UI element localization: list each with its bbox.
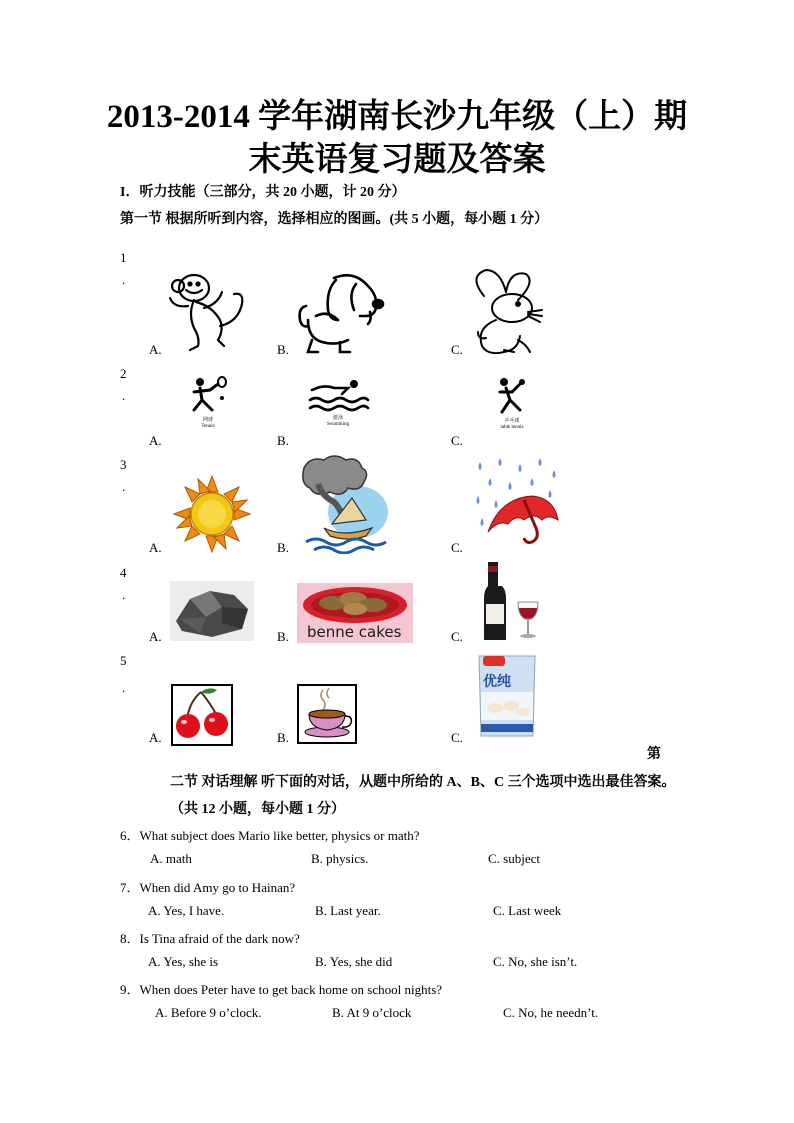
question-dot: .	[122, 587, 126, 602]
option-label: C.	[451, 540, 463, 555]
snack-bag-icon	[475, 652, 539, 740]
option-label: B.	[277, 433, 289, 448]
swimming-caption-cn: 游泳	[332, 416, 343, 421]
option-label: B.	[277, 730, 289, 745]
section2-di: 第	[647, 747, 661, 762]
monkey-icon	[164, 268, 260, 354]
question-number: 3	[120, 457, 127, 472]
table-tennis-caption-en: table tennis	[500, 425, 524, 430]
dog-icon	[296, 270, 392, 354]
section2-heading	[170, 771, 676, 791]
question-number: 8．	[120, 931, 140, 946]
section2-heading-suffix: 三个选项中选出最佳答案。	[504, 775, 676, 790]
option-label: C.	[451, 342, 463, 357]
question-text	[120, 877, 295, 896]
option-label: C.	[451, 433, 463, 448]
answer-option: A. math	[150, 851, 192, 866]
part-heading: I．听力技能（三部分，共 20 小题，计 20 分）	[120, 185, 406, 200]
question-dot: .	[122, 479, 126, 494]
table-tennis-caption-cn: 乒乓球	[504, 419, 520, 424]
swimming-caption-en: Swimming	[327, 422, 349, 427]
answer-option: A. Yes, I have.	[148, 903, 225, 918]
sun-icon	[170, 474, 254, 554]
table-tennis-icon	[492, 376, 528, 414]
answer-option: B. Last year.	[315, 903, 381, 918]
coal-icon	[170, 581, 254, 641]
option-label: A.	[149, 433, 162, 448]
option-label: A.	[149, 342, 162, 357]
answer-option: C. No, she isn’t.	[493, 954, 578, 969]
question-body: When does Peter have to get back home on school nights?	[139, 982, 443, 997]
teacup-icon	[297, 684, 357, 744]
rain-umbrella-icon	[470, 456, 562, 554]
answer-option: B. physics.	[311, 851, 369, 866]
option-label: A.	[149, 730, 162, 745]
cherry-icon	[171, 684, 233, 746]
question-dot: .	[122, 272, 126, 287]
question-text	[120, 825, 420, 844]
question-dot: .	[122, 680, 126, 695]
cakes-icon	[297, 583, 413, 643]
answer-option: B. Yes, she did	[315, 954, 393, 969]
section2-heading-letters: A、B、C	[446, 775, 505, 790]
answer-option: B. At 9 o’clock	[332, 1005, 412, 1020]
option-label: C.	[451, 629, 463, 644]
bag-brand-text: 优纯	[483, 674, 511, 690]
page-title-line1: 2013-2014 学年湖南长沙九年级（上）期	[106, 99, 688, 135]
section2-subheading: （共 12 小题，每小题 1 分）	[170, 802, 345, 817]
question-dot: .	[122, 388, 126, 403]
answer-option: C. subject	[488, 851, 540, 866]
question-number: 4	[120, 565, 127, 580]
answer-option: A. Yes, she is	[148, 954, 219, 969]
question-text	[120, 928, 300, 947]
answer-option: A. Before 9 o’clock.	[155, 1005, 262, 1020]
section1-heading: 第一节 根据所听到内容，选择相应的图画。(共 5 小题，每小题 1 分）	[120, 212, 549, 227]
question-text	[120, 979, 442, 998]
option-label: A.	[149, 540, 162, 555]
page-title-line2: 末英语复习题及答案	[248, 142, 546, 178]
answer-option: C. No, he needn’t.	[503, 1005, 599, 1020]
question-number: 6．	[120, 828, 140, 843]
question-body: What subject does Mario like better, physics or math?	[139, 828, 420, 843]
rabbit-icon	[468, 266, 548, 356]
tennis-caption-cn: 网球	[202, 418, 213, 423]
tennis-icon	[184, 376, 230, 412]
cake-caption: benne cakes	[307, 623, 402, 641]
question-number: 1	[120, 250, 127, 265]
section2-heading-prefix: 二节 对话理解 听下面的对话，从题中所给的	[170, 775, 447, 790]
swimming-icon	[306, 376, 370, 412]
answer-option: C. Last week	[493, 903, 562, 918]
option-label: B.	[277, 342, 289, 357]
tennis-caption-en: Tennis	[201, 424, 215, 429]
option-label: A.	[149, 629, 162, 644]
storm-boat-icon	[296, 454, 392, 554]
wine-icon	[484, 562, 540, 642]
question-number: 7．	[120, 880, 140, 895]
question-number: 9．	[120, 982, 140, 997]
option-label: B.	[277, 540, 289, 555]
question-number: 2	[120, 366, 127, 381]
question-body: When did Amy go to Hainan?	[139, 880, 296, 895]
option-label: B.	[277, 629, 289, 644]
question-number: 5	[120, 653, 127, 668]
question-body: Is Tina afraid of the dark now?	[139, 931, 300, 946]
option-label: C.	[451, 730, 463, 745]
